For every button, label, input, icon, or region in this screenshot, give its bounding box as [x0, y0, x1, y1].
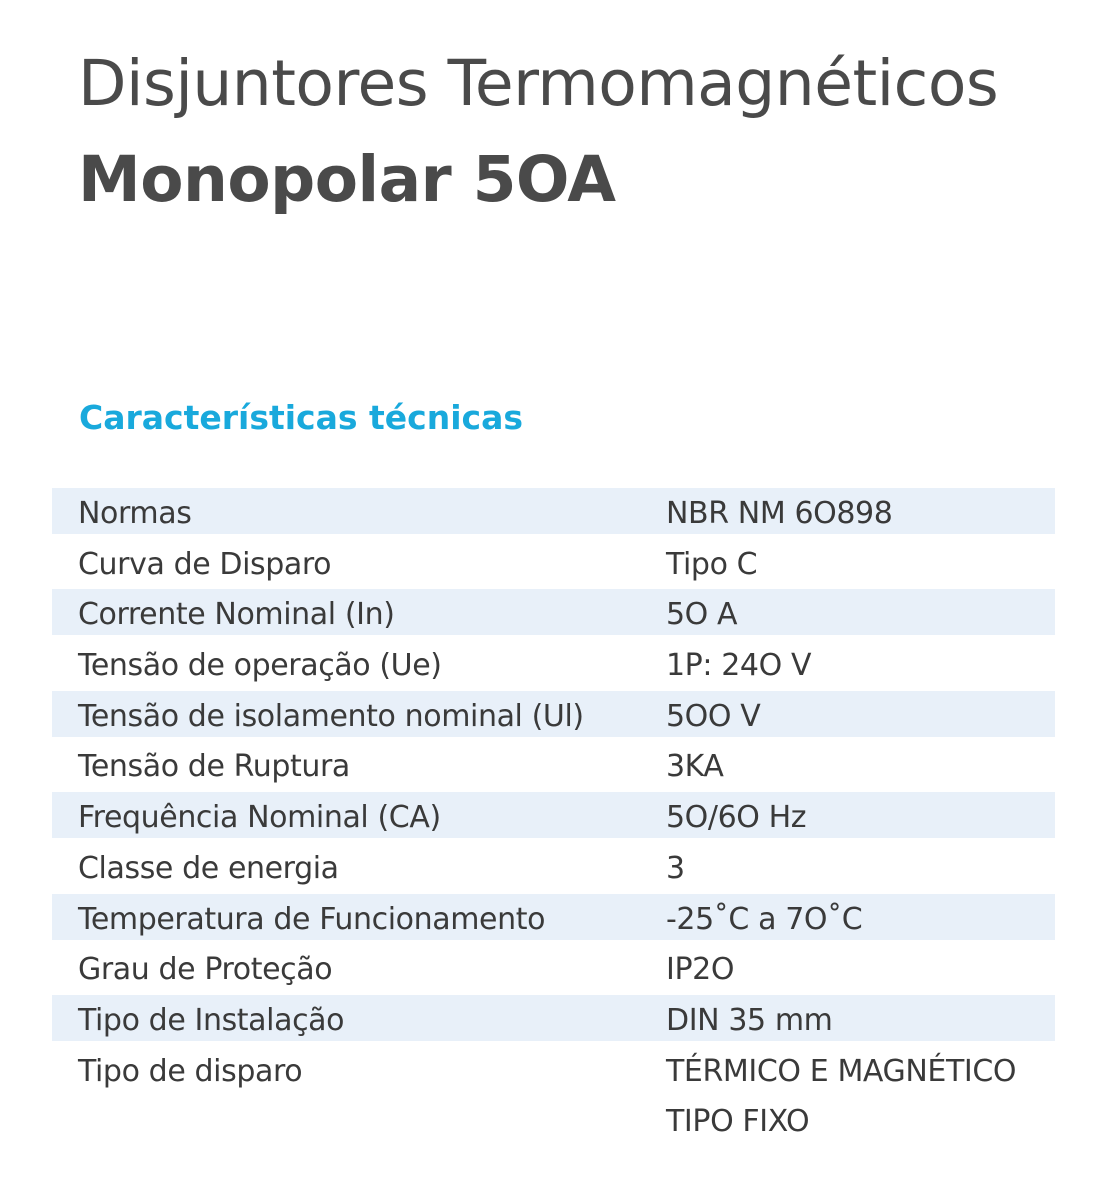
spec-label: Tipo de disparo [78, 1053, 303, 1089]
spec-row-corrente-nominal [52, 589, 1055, 635]
page-subtitle: Monopolar 5OA [78, 143, 616, 216]
page-title: Disjuntores Termomagnéticos [78, 47, 999, 120]
spec-value: 3 [666, 850, 685, 886]
spec-label: Temperatura de Funcionamento [78, 901, 546, 937]
spec-value: Tipo C [666, 546, 758, 582]
section-title: Características técnicas [79, 398, 524, 437]
spec-label: Corrente Nominal (In) [78, 597, 395, 633]
spec-value-line2: TIPO FIXO [666, 1103, 810, 1139]
spec-value: 5OO V [666, 698, 761, 734]
spec-value: 3KA [666, 749, 724, 785]
spec-label: Tensão de isolamento nominal (Ul) [78, 698, 584, 734]
spec-label: Classe de energia [78, 850, 339, 886]
spec-value: 1P: 24O V [666, 648, 812, 684]
spec-row-normas [52, 488, 1055, 534]
spec-value: -25˚C a 7O˚C [666, 901, 863, 937]
spec-row-tipo-de-instalacao [52, 995, 1055, 1041]
spec-label: Grau de Proteção [78, 952, 333, 988]
spec-label: Tensão de Ruptura [78, 749, 350, 785]
spec-value: IP2O [666, 952, 735, 988]
spec-label: Frequência Nominal (CA) [78, 800, 441, 836]
spec-table [52, 488, 1055, 1147]
spec-label: Tensão de operação (Ue) [78, 648, 442, 684]
spec-label: Curva de Disparo [78, 546, 332, 582]
spec-row-tensao-de-isolamento [52, 691, 1055, 737]
spec-row-grau-de-protecao [52, 944, 1055, 995]
spec-value: NBR NM 6O898 [666, 496, 893, 531]
spec-row-tensao-de-operacao [52, 640, 1055, 691]
spec-value: TÉRMICO E MAGNÉTICO [666, 1053, 1017, 1089]
spec-value: 5O/6O Hz [666, 800, 807, 836]
spec-row-curva-de-disparo [52, 539, 1055, 590]
spec-row-tipo-de-disparo [52, 1046, 1055, 1147]
spec-row-frequencia-nominal [52, 792, 1055, 838]
spec-row-temperatura [52, 894, 1055, 940]
spec-label: Tipo de Instalação [78, 1002, 345, 1038]
spec-row-tensao-de-ruptura [52, 741, 1055, 792]
spec-label: Normas [78, 496, 192, 531]
spec-row-classe-de-energia [52, 843, 1055, 894]
spec-value: 5O A [666, 597, 738, 633]
spec-value: DIN 35 mm [666, 1002, 833, 1038]
